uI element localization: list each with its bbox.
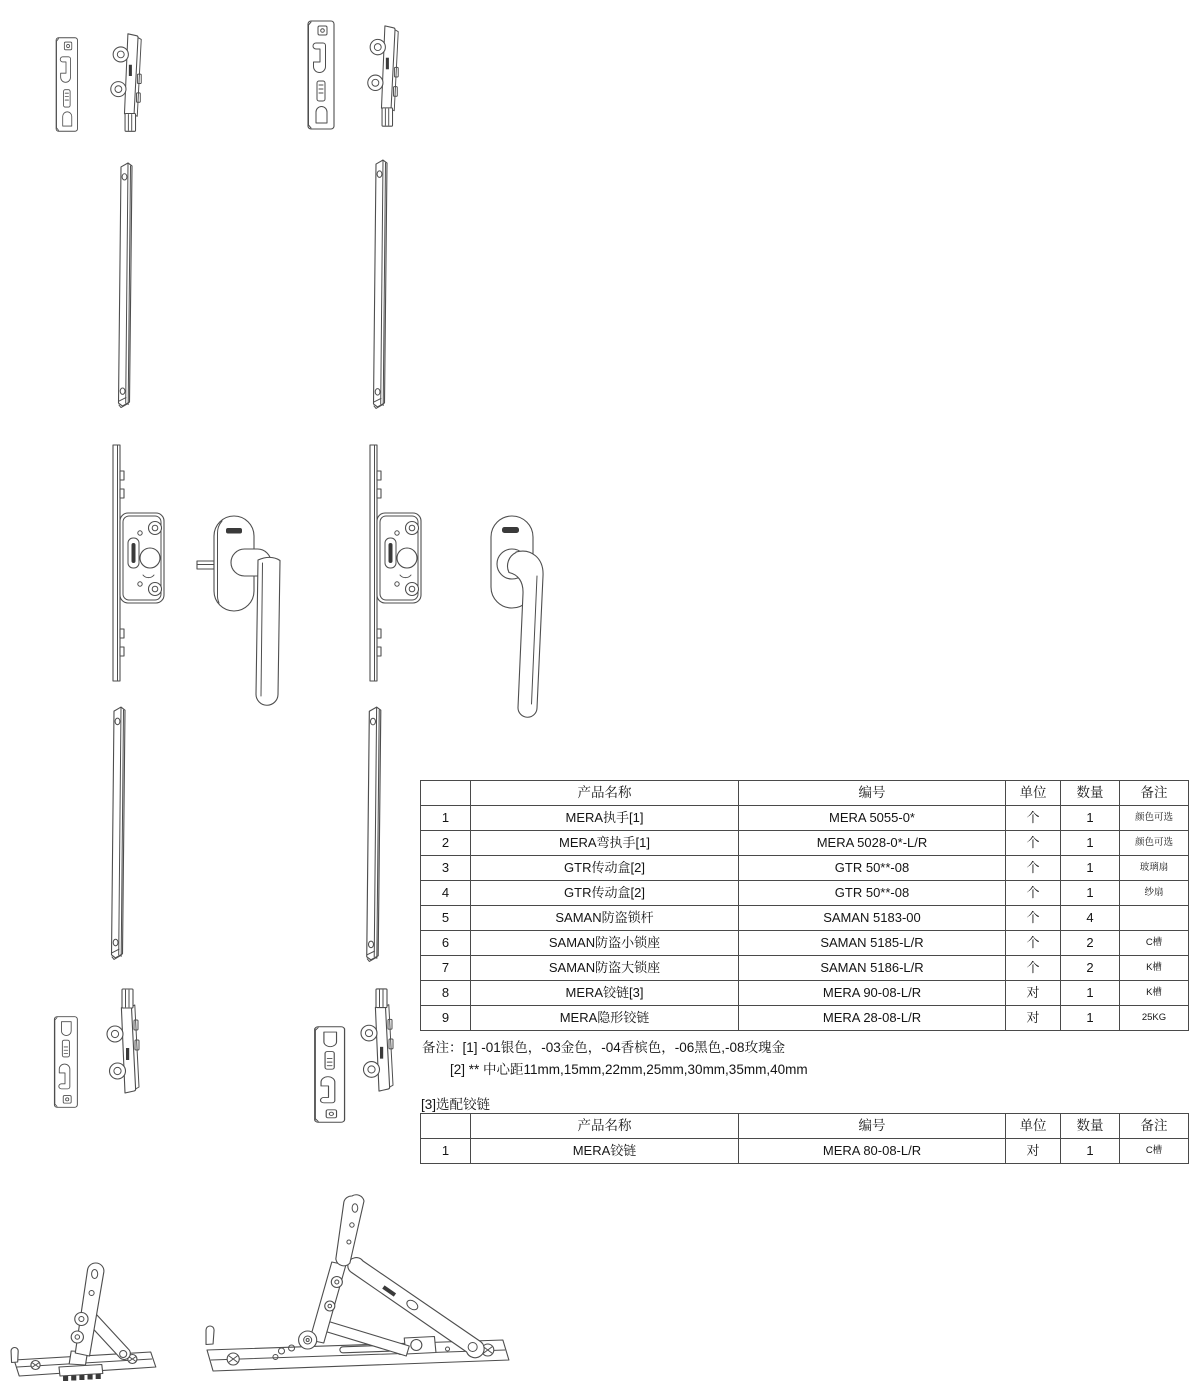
table-cell: 对 (1006, 981, 1061, 1006)
table-cell: 个 (1006, 931, 1061, 956)
table-row (421, 956, 1189, 981)
table-cell: MERA铰链 (471, 1139, 739, 1164)
gearbox-drawing (108, 443, 168, 683)
lock-end-piece-drawing (356, 984, 398, 1094)
note-center-distance: [2] ** 中心距11mm,15mm,22mm,25mm,30mm,35mm,40mm (450, 1062, 808, 1077)
table-cell: 1 (1061, 806, 1120, 831)
table-row (421, 831, 1189, 856)
table-cell: GTR 50**-08 (739, 881, 1006, 906)
table-cell: GTR 50**-08 (739, 856, 1006, 881)
small-hinge-drawing (8, 1255, 166, 1395)
keeper-plate-drawing (309, 1025, 348, 1124)
table-cell: 个 (1006, 906, 1061, 931)
table-cell: 1 (1061, 856, 1120, 881)
table-row (421, 906, 1189, 931)
column-header: 编号 (739, 1114, 1006, 1139)
lock-rod-drawing (113, 160, 137, 410)
table-cell: 25KG (1120, 1006, 1189, 1031)
table-cell: MERA 90-08-L/R (739, 981, 1006, 1006)
table-cell: MERA隐形铰链 (471, 1006, 739, 1031)
table-cell: 1 (421, 806, 471, 831)
table-cell: SAMAN 5183-00 (739, 906, 1006, 931)
table-cell: SAMAN 5186-L/R (739, 956, 1006, 981)
table-cell: MERA 5028-0*-L/R (739, 831, 1006, 856)
table-cell: GTR传动盒[2] (471, 881, 739, 906)
column-header: 备注 (1120, 781, 1189, 806)
table-cell: K槽 (1120, 956, 1189, 981)
table-cell: MERA 28-08-L/R (739, 1006, 1006, 1031)
table-cell: 2 (421, 831, 471, 856)
lock-end-piece-drawing (102, 984, 144, 1096)
table-cell: 个 (1006, 806, 1061, 831)
optional-hinge-table (420, 1113, 1189, 1164)
table-cell: 1 (1061, 1006, 1120, 1031)
table-cell: 玻璃扇 (1120, 856, 1189, 881)
table-cell: 1 (1061, 831, 1120, 856)
column-header (421, 1114, 471, 1139)
table-cell: 4 (1061, 906, 1120, 931)
table-cell: 6 (421, 931, 471, 956)
table-row (421, 881, 1189, 906)
table-cell: 个 (1006, 856, 1061, 881)
table-cell: MERA铰链[3] (471, 981, 739, 1006)
table-cell: 2 (1061, 956, 1120, 981)
lock-rod-drawing (368, 157, 392, 411)
table-row (421, 981, 1189, 1006)
column-header: 数量 (1061, 1114, 1120, 1139)
table-cell: 5 (421, 906, 471, 931)
large-hinge-drawing (203, 1192, 525, 1397)
table-cell: 4 (421, 881, 471, 906)
column-header: 数量 (1061, 781, 1120, 806)
parts-table (420, 780, 1189, 1031)
table-cell: GTR传动盒[2] (471, 856, 739, 881)
column-header: 产品名称 (471, 1114, 739, 1139)
gearbox-drawing (365, 443, 425, 683)
table-cell: 9 (421, 1006, 471, 1031)
lock-end-piece-drawing (106, 31, 146, 136)
table-row (421, 806, 1189, 831)
table-cell: MERA 5055-0* (739, 806, 1006, 831)
table-cell: K槽 (1120, 981, 1189, 1006)
lock-rod-drawing (106, 704, 130, 962)
table-cell: 3 (421, 856, 471, 881)
table-cell: SAMAN防盗小锁座 (471, 931, 739, 956)
table-row (421, 1006, 1189, 1031)
column-header (421, 781, 471, 806)
table-cell: 1 (1061, 981, 1120, 1006)
table-cell: SAMAN 5185-L/R (739, 931, 1006, 956)
table-cell: MERA弯执手[1] (471, 831, 739, 856)
table-cell: 对 (1006, 1006, 1061, 1031)
table-cell: 个 (1006, 881, 1061, 906)
table-cell: 7 (421, 956, 471, 981)
table-cell: 纱扇 (1120, 881, 1189, 906)
table-row (421, 931, 1189, 956)
table-cell: 颜色可选 (1120, 831, 1189, 856)
table-row (421, 1139, 1189, 1164)
header-row (421, 1114, 1189, 1139)
table-row (421, 856, 1189, 881)
table-cell: C槽 (1120, 931, 1189, 956)
table-cell: MERA执手[1] (471, 806, 739, 831)
table-cell: 1 (1061, 881, 1120, 906)
curved-window-handle-drawing (488, 512, 552, 724)
table-cell: 对 (1006, 1139, 1061, 1164)
table-cell: SAMAN防盗锁杆 (471, 906, 739, 931)
table-cell: 个 (1006, 831, 1061, 856)
table-cell: 8 (421, 981, 471, 1006)
window-handle-drawing (195, 508, 295, 713)
column-header: 单位 (1006, 1114, 1061, 1139)
table-cell: C槽 (1120, 1139, 1189, 1164)
keeper-plate-drawing (50, 1015, 80, 1109)
header-row (421, 781, 1189, 806)
column-header: 产品名称 (471, 781, 739, 806)
table-cell: 2 (1061, 931, 1120, 956)
table-cell: SAMAN防盗大锁座 (471, 956, 739, 981)
optional-hinge-label: [3]选配铰链 (421, 1097, 491, 1112)
keeper-plate-drawing (52, 36, 80, 133)
table-cell: 个 (1006, 956, 1061, 981)
column-header: 备注 (1120, 1114, 1189, 1139)
keeper-plate-drawing (303, 19, 337, 131)
lock-end-piece-drawing (363, 23, 403, 131)
table-cell (1120, 906, 1189, 931)
column-header: 单位 (1006, 781, 1061, 806)
table-cell: 1 (421, 1139, 471, 1164)
lock-rod-drawing (361, 704, 386, 964)
column-header: 编号 (739, 781, 1006, 806)
table-cell: 1 (1061, 1139, 1120, 1164)
note-colors: 备注：[1] -01银色，-03金色，-04香槟色，-06黑色,-08玫瑰金 (422, 1040, 786, 1055)
table-cell: MERA 80-08-L/R (739, 1139, 1006, 1164)
table-cell: 颜色可选 (1120, 806, 1189, 831)
